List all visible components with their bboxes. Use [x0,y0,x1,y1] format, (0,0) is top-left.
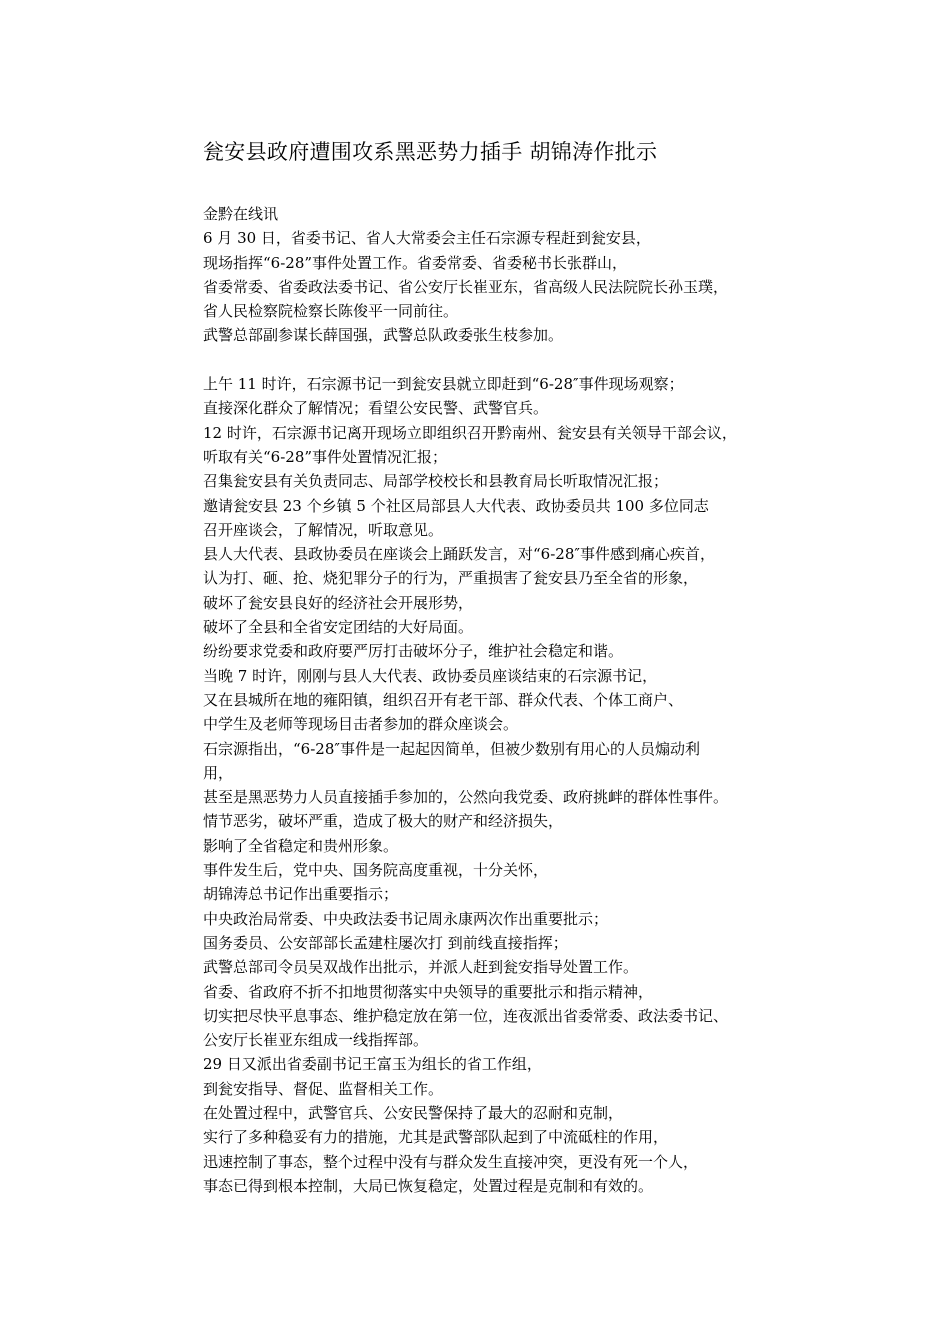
text-line: 召集瓮安县有关负责同志、局部学校校长和县教育局长听取情况汇报； [203,472,669,491]
text-line: 直接深化群众了解情况；看望公安民警、武警官兵。 [203,399,549,418]
paragraph-spacer [203,348,823,372]
document-body [203,202,823,1198]
text-line: 召开座谈会，了解情况，听取意见。 [203,520,444,539]
text-line: 29 日又派出省委副书记王富玉为组长的省工作组， [203,1055,542,1074]
text-line: 12 时许，石宗源书记离开现场立即组织召开黔南州、瓮安县有关领导干部会议， [203,423,737,442]
document-title: 瓮安县政府遭围攻系黑恶势力插手 胡锦涛作批示 [203,140,658,164]
text-line: 情节恶劣，破坏严重，造成了极大的财产和经济损失， [203,812,564,831]
text-line: 国务委员、公安部部长孟建柱屡次打 到前线直接指挥； [203,933,568,952]
text-line: 在处置过程中，武警官兵、公安民警保持了最大的忍耐和克制， [203,1103,624,1122]
source-line: 金黔在线讯 [203,205,279,223]
text-line: 实行了多种稳妥有力的措施，尤其是武警部队起到了中流砥柱的作用， [203,1128,669,1147]
paragraph-1 [203,226,823,347]
text-line: 现场指挥“6-28”事件处置工作。省委常委、省委秘书长张群山， [203,253,628,272]
text-line: 武警总部副参谋长薛国强，武警总队政委张生枝参加。 [203,326,564,345]
text-line: 县人大代表、县政协委员在座谈会上踊跃发言，对“6-28″事件感到痛心疾首， [203,545,715,564]
text-line: 认为打、砸、抢、烧犯罪分子的行为，严重损害了瓮安县乃至全省的形象， [203,569,699,588]
text-line: 中央政治局常委、中央政法委书记周永康两次作出重要批示； [203,909,609,928]
text-line: 省人民检察院检察长陈俊平一同前往。 [203,302,459,321]
text-line: 省委、省政府不折不扣地贯彻落实中央领导的重要批示和指示精神， [203,982,654,1001]
text-line: 事件发生后，党中央、国务院高度重视，十分关怀， [203,861,549,880]
text-line: 上午 11 时许，石宗源书记一到瓮安县就立即赶到“6-28″事件现场观察； [203,375,684,394]
text-line: 事态已得到根本控制，大局已恢复稳定，处置过程是克制和有效的。 [203,1176,654,1195]
text-line: 公安厅长崔亚东组成一线指挥部。 [203,1031,429,1050]
text-line: 甚至是黑恶势力人员直接插手参加的，公然向我党委、政府挑衅的群体性事件。 [203,788,729,807]
text-line: 破坏了全县和全省安定团结的大好局面。 [203,618,474,637]
text-line: 又在县城所在地的雍阳镇，组织召开有老干部、群众代表、个体工商户、 [203,690,684,709]
text-line: 当晚 7 时许，刚刚与县人大代表、政协委员座谈结束的石宗源书记， [203,666,658,685]
text-line: 省委常委、省委政法委书记、省公安厅长崔亚东，省高级人民法院院长孙玉璞， [203,277,729,296]
text-line: 到瓮安指导、督促、监督相关工作。 [203,1079,444,1098]
text-line: 中学生及老师等现场目击者参加的群众座谈会。 [203,715,519,734]
text-line: 邀请瓮安县 23 个乡镇 5 个社区局部县人大代表、政协委员共 100 多位同志 [203,496,709,515]
text-line: 切实把尽快平息事态、维护稳定放在第一位，连夜派出省委常委、政法委书记、 [203,1006,729,1025]
text-line: 用， [203,763,234,782]
text-line: 石宗源指出，“6-28″事件是一起起因简单，但被少数别有用心的人员煽动利 [203,739,700,758]
text-line: 迅速控制了事态，整个过程中没有与群众发生直接冲突，更没有死一个人， [203,1152,699,1171]
paragraph-2 [203,372,823,1198]
text-line: 影响了全省稳定和贵州形象。 [203,836,399,855]
text-line: 6 月 30 日，省委书记、省人大常委会主任石宗源专程赶到瓮安县， [203,229,651,248]
text-line: 纷纷要求党委和政府要严厉打击破坏分子，维护社会稳定和谐。 [203,642,624,661]
text-line: 听取有关“6-28”事件处置情况汇报； [203,447,448,466]
text-line: 武警总部司令员吴双战作出批示，并派人赶到瓮安指导处置工作。 [203,958,639,977]
text-line: 胡锦涛总书记作出重要指示； [203,885,399,904]
text-line: 破坏了瓮安县良好的经济社会开展形势， [203,593,474,612]
